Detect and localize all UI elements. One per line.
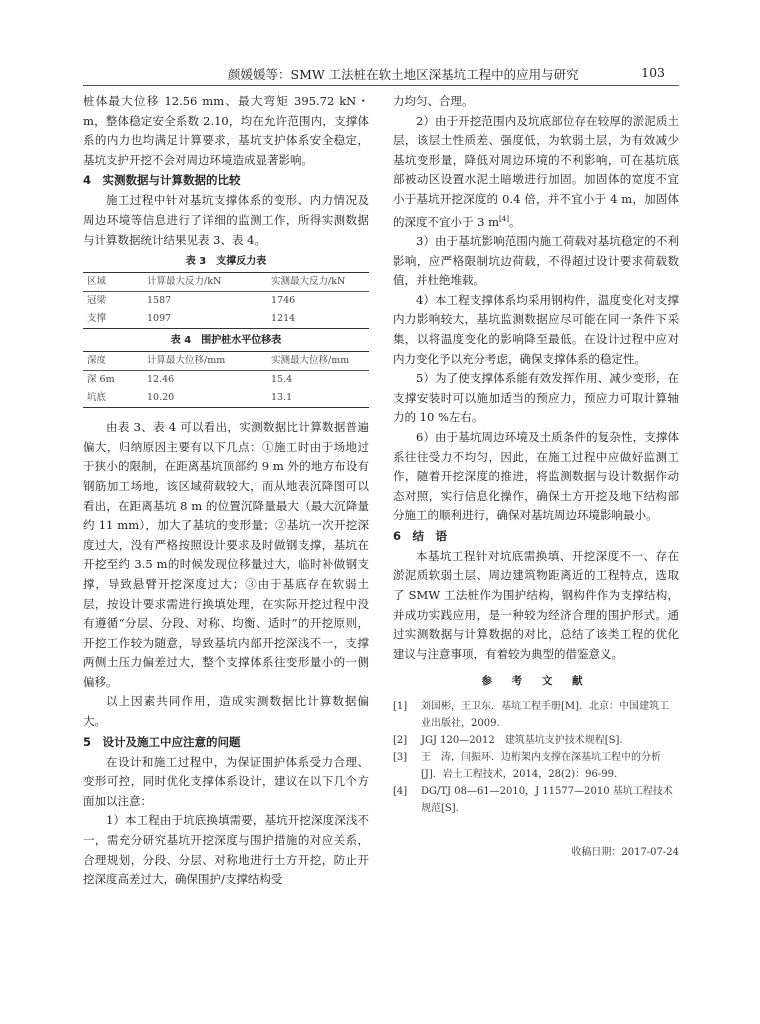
table-cell: 1587 (147, 295, 172, 307)
references-heading: 参 考 文 献 (481, 675, 591, 688)
reference-text: DG/TJ 08—61—2010，J 11577—2010 基坑工程技术规范[S]. (421, 786, 673, 815)
section-4-paragraph-1: 施工过程中针对基坑支撑体系的变形、内力情况及周边环境等信息进行了详细的监测工作，所得实测数据与计算数据统计结果见表 3、表 4。 (83, 193, 369, 247)
reference-item (393, 732, 679, 749)
section-4-paragraph-2: 由表 3、表 4 可以看出，实测数据比计算数据普遍偏大，归纳原因主要有以下几点：①施工时由于场地过于狭小的限制，在距离基坑顶部约 9 m 外的地方布设有钢筋加工场地，该区域荷载较大，而从地表沉降图可以看出，在距离基坑 8 m 的位置沉降量最大（最大沉降量约 11 mm），加大了基坑的变形量；②基坑一次开挖深度过大，没有严格按照设计要求及时做钢支撑，基坑在开挖至约 3.5 m的时候发现位移量过大，临时补做钢支撑，导致悬臂开挖深度过大；③由于基底存在软弱土层，按设计要求需进行换填处理，在实际开挖过程中没有遵循“分层、分段、对称、均衡、适时”的开挖原则，开挖工作较为随意，导致基坑内部开挖深浅不一，支撑两侧土压力偏差过大，整个支撑体系往变形量小的一侧偏移。 (83, 420, 369, 689)
table-cell: 13.1 (267, 389, 369, 408)
reference-number: [3] (393, 752, 408, 764)
table-row (83, 292, 369, 311)
page-number: 103 (641, 65, 665, 80)
suggestion-2-end: 。 (508, 214, 521, 229)
table-header-cell: 深度 (83, 352, 143, 371)
received-date: 收稿日期：2017-07-24 (571, 847, 679, 859)
continued-paragraph: 力均匀、合理。 (393, 94, 474, 108)
left-column (83, 92, 369, 890)
table-cell: 深 6m (87, 374, 115, 386)
table-header-cell: 计算最大反力/kN (143, 273, 267, 292)
suggestion-4: 4）本工程支撑体系均采用钢构件，温度变化对支撑内力影响较大，基坑监测数据应尽可能在同一条件下采集，以将温度变化的影响降至最低。在设计过程中应对内力变化予以充分考虑，确保支撑体系的稳定性。 (393, 292, 679, 366)
suggestion-2-text: 2）由于开挖范围内及坑底部位存在较厚的淤泥质土层，该层土性质差、强度低，为软弱土层，为有效减少基坑变形量，降低对周边环境的不利影响，可在基坑底部被动区设置水泥土暗墩进行加固。加固体的宽度不宜小于基坑开挖深度的 0.4 倍，并不宜小于 4 m，加固体的深度不宜小于 3 m (393, 113, 679, 229)
table-cell: 坑底 (83, 389, 143, 408)
table-row (83, 371, 369, 390)
reference-item (393, 749, 679, 783)
table-header-cell: 实测最大位移/mm (267, 352, 369, 371)
table-4 (83, 351, 369, 408)
table-cell: 10.20 (143, 389, 267, 408)
reference-item (393, 783, 679, 817)
suggestion-6: 6）由于基坑周边环境及土质条件的复杂性，支撑体系往往受力不均匀，因此，在施工过程中应做好监测工作，随着开挖深度的推进，将监测数据与设计数据作动态对照，实行信息化操作，确保土方开挖及地下结构部分施工的顺利进行，确保对基坑周边环境影响最小。 (393, 429, 679, 523)
table-3-caption: 表 3 支撑反力表 (185, 256, 267, 268)
reference-number: [2] (393, 735, 408, 747)
table-4-caption: 表 4 围护桩水平位移表 (170, 335, 282, 347)
table-cell: 1097 (143, 310, 267, 329)
reference-item (393, 698, 679, 732)
table-cell: 1746 (271, 295, 296, 307)
table-header-cell: 实测最大反力/kN (267, 273, 369, 292)
table-cell: 支撑 (83, 310, 143, 329)
table-cell: 15.4 (271, 374, 293, 386)
table-cell: 1214 (267, 310, 369, 329)
reference-text: 刘国彬，王卫东．基坑工程手册[M]．北京：中国建筑工业出版社，2009. (421, 701, 670, 730)
table-header-cell: 计算最大位移/mm (143, 352, 267, 371)
suggestion-5: 5）为了使支撑体系能有效发挥作用、减少变形，在支撑安装时可以施加适当的预应力，预应力可取计算轴力的 10 %左右。 (393, 371, 679, 425)
table-header-cell: 区域 (83, 273, 143, 292)
suggestion-2 (393, 112, 679, 232)
table-cell: 12.46 (147, 374, 175, 386)
conclusion-paragraph: 本基坑工程针对坑底需换填、开挖深度不一、存在淤泥质软弱土层、周边建筑物距离近的工程特点，选取了 SMW 工法桩作为围护结构，钢构件作为支撑结构，并成功实践应用，是一种较为经济合理的围护形式。通过实测数据与计算数据的对比，总结了该类工程的优化建议与注意事项，有着较为典型的借鉴意义。 (393, 548, 679, 661)
table-row (83, 310, 369, 329)
reference-number: [4] (393, 786, 408, 798)
section-5-paragraph-1: 在设计和施工过程中，为保证围护体系受力合理、变形可控，同时优化支撑体系设计，建议在以下几个方面加以注意： (83, 754, 369, 808)
table-3 (83, 272, 369, 329)
reference-text: JGJ 120—2012 建筑基坑支护技术规程[S]. (421, 735, 623, 747)
reference-number: [1] (393, 701, 408, 713)
running-title: 颜媛媛等：SMW 工法桩在软土地区深基坑工程中的应用与研究 (228, 67, 579, 82)
section-5-paragraph-2: 1）本工程由于坑底换填需要，基坑开挖深度深浅不一，需充分研究基坑开挖深度与围护措施的对应关系，合理规划，分段、分层、对称地进行土方开挖，防止开挖深度高差过大，确保围护/支撑结构受 (83, 813, 369, 887)
section-5-heading: 5 设计及施工中应注意的问题 (83, 734, 241, 749)
right-column (393, 92, 679, 863)
suggestion-3: 3）由于基坑影响范围内施工荷载对基坑稳定的不利影响，应严格限制坑边荷载，不得超过设计要求荷载数值，并杜绝堆载。 (393, 233, 679, 288)
citation-ref: [4] (499, 214, 509, 223)
section-4-paragraph-3: 以上因素共同作用，造成实测数据比计算数据偏大。 (83, 694, 369, 729)
section-6-heading: 6 结 语 (393, 528, 448, 543)
section-4-heading: 4 实测数据与计算数据的比较 (83, 173, 241, 188)
table-cell: 冠梁 (87, 295, 107, 307)
table-row (83, 389, 369, 408)
running-header (83, 63, 679, 86)
intro-paragraph: 桩体最大位移 12.56 mm、最大弯矩 395.72 kN・m，整体稳定安全系数 2.10，均在允许范围内，支撑体系的内力也均满足计算要求，基坑支护体系安全稳定，基坑支护开挖不会对周边环境造成显著影响。 (83, 94, 369, 167)
reference-text: 王 涛，闫振环．边桁架内支撑在深基坑工程中的分析[J]．岩土工程技术，2014，28(2)：96-99. (421, 752, 661, 781)
